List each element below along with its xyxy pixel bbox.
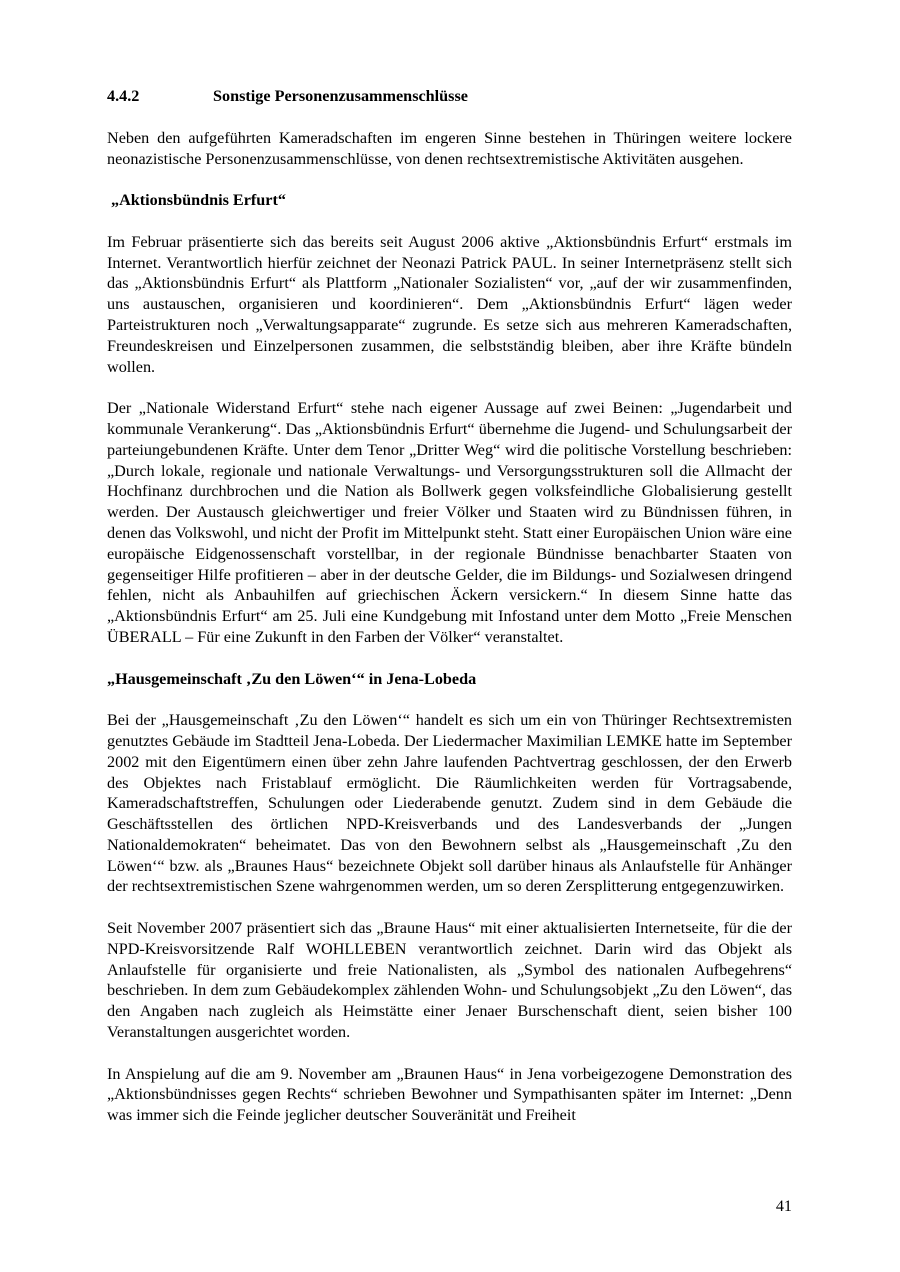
body-paragraph: Der „Nationale Widerstand Erfurt“ stehe nach eigener Aussage auf zwei Beinen: „Jugendarbeit und kommunale Verankerung“. Das „Aktionsbündnis Erfurt“ übernehme die Jugend- und Schulungsarbeit der parteiungebundenen Kräfte. Unter dem Tenor „Dritter Weg“ wird die politische Vorstellung beschrieben: „Durch lokale, regionale und nationale Verwaltungs- und Versorgungsstrukturen soll die Allmacht der Hochfinanz durchbrochen und die Nation als Bollwerk gegen volksfeindliche Globalisierung gestellt werden. Der Austausch gleichwertiger und freier Völker und Staaten wird zu Bündnissen führen, in denen das Volkswohl, und nicht der Profit im Mittelpunkt steht. Statt einer Europäischen Union wäre eine europäische Eidgenossenschaft vorstellbar, in der regionale Bündnisse benachbarter Staaten von gegenseitiger Hilfe profitieren – aber in der deutsche Gelder, die im Bildungs- und Sozialwesen dringend fehlen, nicht als Anbauhilfen auf griechischen Äckern versickern.“ In diesem Sinne hatte das „Aktionsbündnis Erfurt“ am 25. Juli eine Kundgebung mit Infostand unter dem Motto „Freie Menschen ÜBERALL – Für eine Zukunft in den Farben der Völker“ veranstaltet. <box>107 399 792 646</box>
body-paragraph: In Anspielung auf die am 9. November am „Braunen Haus“ in Jena vorbeigezogene Demonstration des „Aktionsbündnisses gegen Rechts“ schrieben Bewohner und Sympathisanten später im Internet: „Denn was immer sich die Feinde jeglicher deutscher Souveränität und Freiheit <box>107 1064 792 1125</box>
subsection-heading-hausgemeinschaft: „Hausgemeinschaft ‚Zu den Löwen‘“ in Jena-Lobeda <box>107 669 477 688</box>
section-title: Sonstige Personenzusammenschlüsse <box>213 87 468 105</box>
section-heading <box>107 86 792 107</box>
section-number: 4.4.2 <box>107 87 140 105</box>
intro-paragraph: Neben den aufgeführten Kameradschaften im engeren Sinne bestehen in Thüringen weitere lockere neonazistische Personenzusammenschlüsse, von denen rechtsextremistische Aktivitäten ausgehen. <box>107 128 792 168</box>
subsection-heading-aktionsbuendnis: „Aktionsbündnis Erfurt“ <box>111 191 286 210</box>
page-content <box>107 86 792 1147</box>
page-number: 41 <box>775 1197 792 1215</box>
body-paragraph: Im Februar präsentierte sich das bereits seit August 2006 aktive „Aktionsbündnis Erfurt“ erstmals im Internet. Verantwortlich hierfür zeichnet der Neonazi Patrick PAUL. In seiner Internetpräsenz stellt sich das „Aktionsbündnis Erfurt“ als Plattform „Nationaler Sozialisten“ vor, „auf der wir zusammenfinden, uns austauschen, organisieren und koordinieren“. Dem „Aktionsbündnis Erfurt“ lägen weder Parteistrukturen noch „Verwaltungsapparate“ zugrunde. Es setze sich aus mehreren Kameradschaften, Freundeskreisen und Einzelpersonen zusammen, die selbstständig bleiben, aber ihre Kräfte bündeln wollen. <box>107 232 792 376</box>
body-paragraph: Seit November 2007 präsentiert sich das „Braune Haus“ mit einer aktualisierten Internetseite, für die der NPD-Kreisvorsitzende Ralf WOHLLEBEN verantwortlich zeichnet. Darin wird das Objekt als Anlaufstelle für organisierte und freie Nationalisten, als „Symbol des nationalen Aufbegehrens“ beschrieben. In dem zum Gebäudekomplex zählenden Wohn- und Schulungsobjekt „Zu den Löwen“, das den Angaben nach zugleich als Heimstätte einer Jenaer Burschenschaft dient, seien bisher 100 Veranstaltungen ausgerichtet worden. <box>107 919 792 1042</box>
body-paragraph: Bei der „Hausgemeinschaft ‚Zu den Löwen‘“ handelt es sich um ein von Thüringer Rechtsextremisten genutztes Gebäude im Stadtteil Jena-Lobeda. Der Liedermacher Maximilian LEMKE hatte im September 2002 mit den Eigentümern einen über zehn Jahre laufenden Pachtvertrag geschlossen, der den Erwerb des Objektes nach Fristablauf ermöglicht. Die Räumlichkeiten werden für Vortragsabende, Kameradschaftstreffen, Schulungen oder Liederabende genutzt. Zudem sind in dem Gebäude die Geschäftsstellen des örtlichen NPD-Kreisverbands und des Landesverbands der „Jungen Nationaldemokraten“ beheimatet. Das von den Bewohnern selbst als „Hausgemeinschaft ‚Zu den Löwen‘“ bzw. als „Braunes Haus“ bezeichnete Objekt soll darüber hinaus als Anlaufstelle für Anhänger der rechtsextremistischen Szene wahrgenommen werden, um so deren Zersplitterung entgegenzuwirken. <box>107 711 792 896</box>
